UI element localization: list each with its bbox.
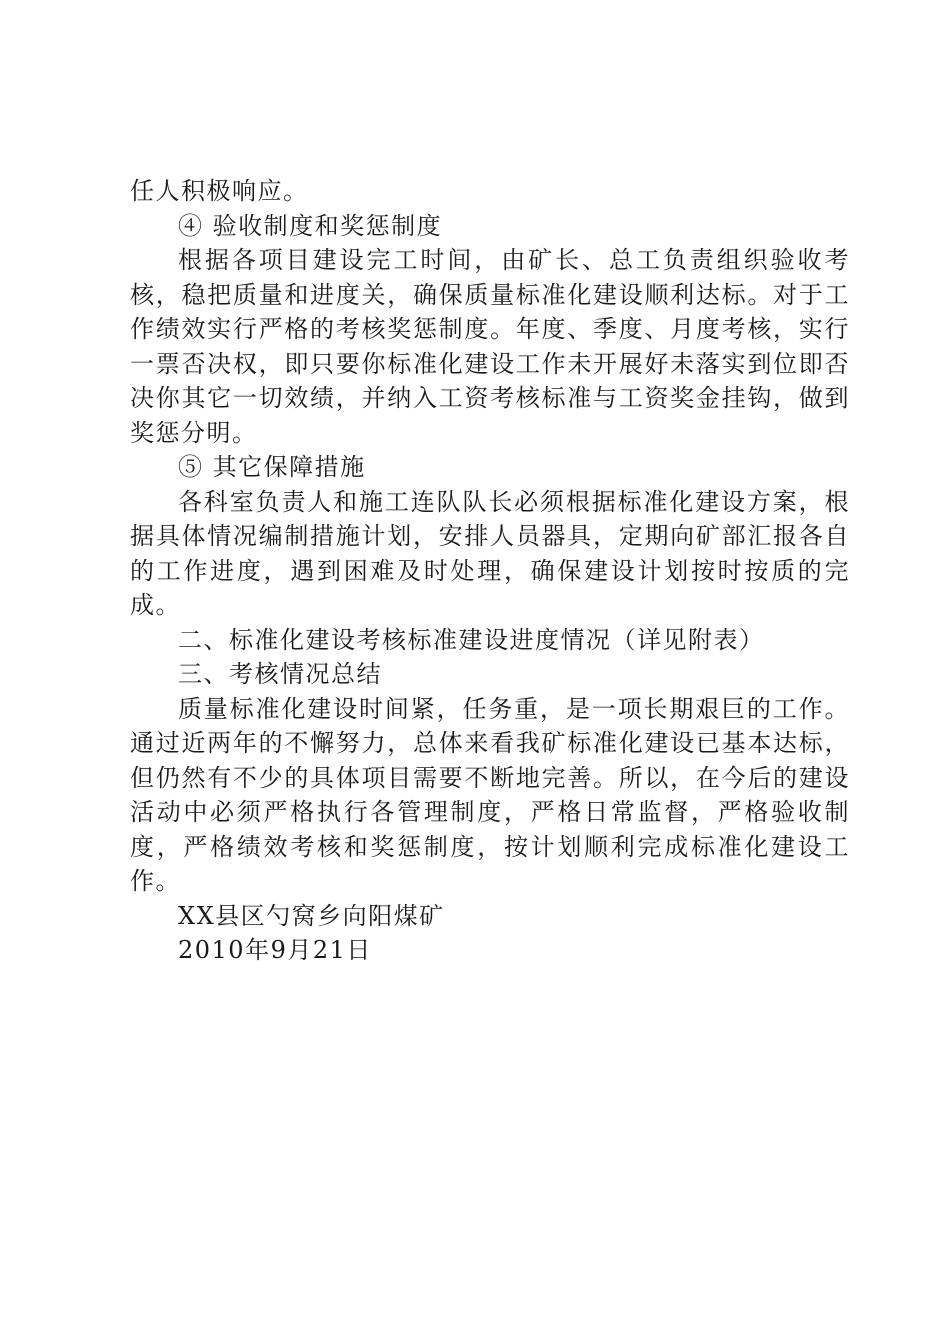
signature-organization: XX县区勺窝乡向阳煤矿: [178, 901, 445, 930]
signature-date: 2010年9月21日: [178, 936, 372, 964]
paragraph-other-measures: 各科室负责人和施工连队队长必须根据标准化建设方案，根据具体情况编制措施计划，安排人员器具，定期向矿部汇报各自的工作进度，遇到困难及时处理，确保建设计划按时按质的完成。: [130, 487, 850, 619]
section-heading-acceptance: ④ 验收制度和奖惩制度: [178, 211, 443, 240]
paragraph-acceptance: 根据各项目建设完工时间，由矿长、总工负责组织验收考核，稳把质量和进度关，确保质量标准化建设顺利达标。对于工作绩效实行严格的考核奖惩制度。年度、季度、月度考核，实行一票否决权，即只要你标准化建设工作未开展好未落实到位即否决你其它一切效绩，并纳入工资考核标准与工资奖金挂钩，做到奖惩分明。: [130, 246, 850, 447]
section-heading-other-measures: ⑤ 其它保障措施: [178, 453, 366, 481]
document-body: [130, 174, 850, 968]
section-heading-summary: 三、考核情况总结: [178, 660, 382, 688]
section-heading-progress: 二、标准化建设考核标准建设进度情况（详见附表）: [178, 625, 765, 654]
paragraph-summary: 质量标准化建设时间紧，任务重，是一项长期艰巨的工作。通过近两年的不懈努力，总体来看我矿标准化建设已基本达标，但仍然有不少的具体项目需要不断地完善。所以，在今后的建设活动中必须严格执行各管理制度，严格日常监督，严格验收制度，严格绩效考核和奖惩制度，按计划顺利完成标准化建设工作。: [130, 694, 850, 895]
paragraph-continuation: 任人积极响应。: [130, 177, 309, 205]
